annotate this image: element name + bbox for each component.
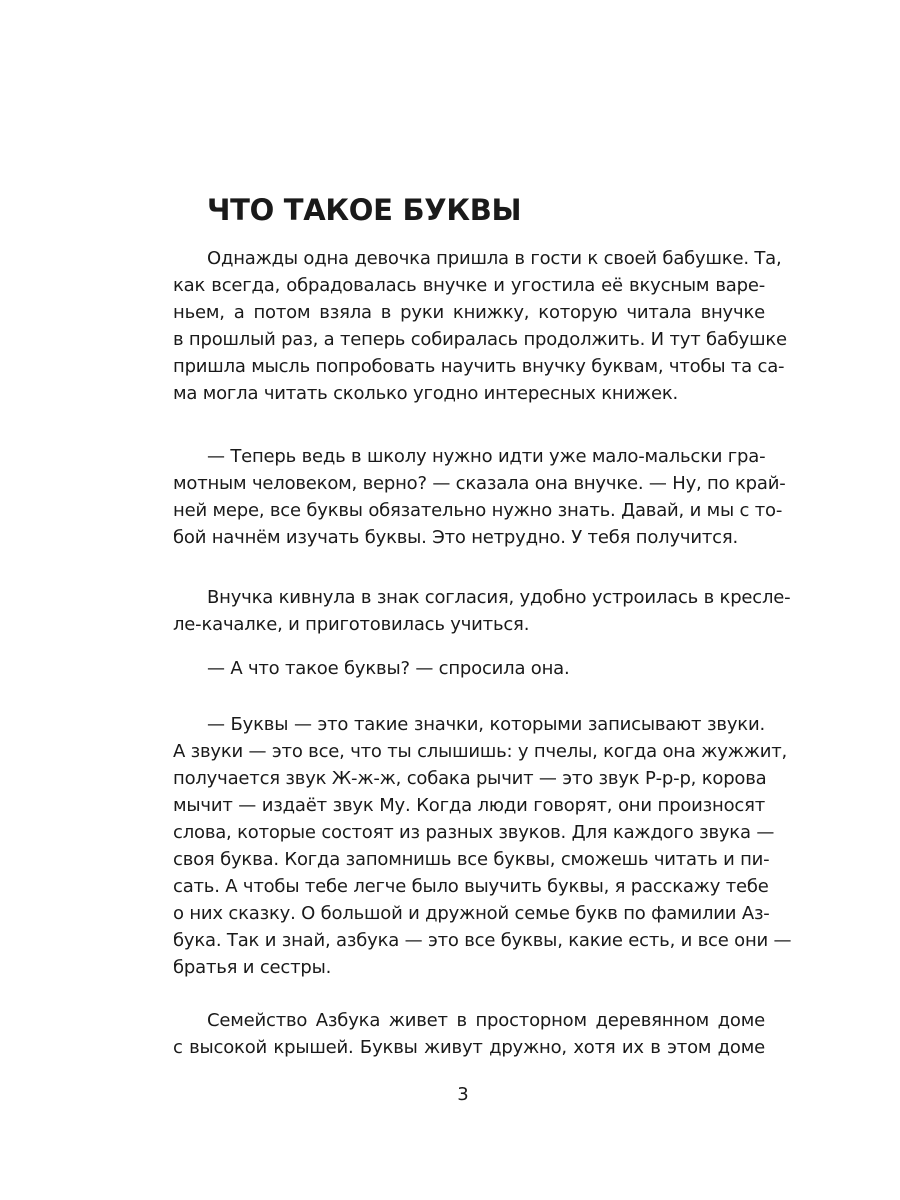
chapter-title: ЧТО ТАКОЕ БУКВЫ — [207, 193, 522, 227]
paragraph — [173, 711, 792, 981]
text-line: — А что такое буквы? — спросила она. — [207, 658, 570, 679]
text-line: Семейство Азбука живет в просторном деревянном доме — [207, 1010, 765, 1031]
text-line: слова, которые состоят из разных звуков. Для каждого звука — — [173, 822, 775, 843]
text-line: ле-качалке, и приготовилась учиться. — [173, 614, 530, 635]
text-line: получается звук Ж-ж-ж, собака рычит — это звук Р-р-р, корова — [173, 768, 767, 789]
text-line: мотным человеком, верно? — сказала она внучке. — Ну, по край- — [173, 473, 786, 494]
paragraph — [173, 245, 787, 407]
text-line: Однажды одна девочка пришла в гости к своей бабушке. Та, — [207, 248, 782, 269]
text-line: мычит — издаёт звук Му. Когда люди говорят, они произносят — [173, 795, 765, 816]
text-line: братья и сестры. — [173, 957, 332, 978]
text-line: своя буква. Когда запомнишь все буквы, сможешь читать и пи- — [173, 849, 770, 870]
text-line: — Теперь ведь в школу нужно идти уже мало-мальски гра- — [207, 446, 766, 467]
text-line: Внучка кивнула в знак согласия, удобно устроилась в кресле- — [207, 587, 791, 608]
text-line: с высокой крышей. Буквы живут дружно, хотя их в этом доме — [173, 1037, 765, 1058]
text-line: пришла мысль попробовать научить внучку буквам, чтобы та са- — [173, 356, 785, 377]
text-line: в прошлый раз, а теперь собиралась продолжить. И тут бабушке — [173, 329, 787, 350]
text-line: ма могла читать сколько угодно интересных книжек. — [173, 383, 679, 404]
text-line: А звуки — это все, что ты слышишь: у пчелы, когда она жужжит, — [173, 741, 788, 762]
paragraph — [173, 584, 791, 638]
text-line: ней мере, все буквы обязательно нужно знать. Давай, и мы с то- — [173, 500, 783, 521]
paragraph — [173, 1007, 765, 1061]
page-number: 3 — [457, 1084, 469, 1105]
text-line: как всегда, обрадовалась внучке и угостила её вкусным варе- — [173, 275, 765, 296]
paragraph — [173, 655, 765, 682]
text-line: сать. А чтобы тебе легче было выучить буквы, я расскажу тебе — [173, 876, 769, 897]
text-line: бука. Так и знай, азбука — это все буквы, какие есть, и все они — — [173, 930, 792, 951]
text-line: бой начнём изучать буквы. Это нетрудно. У тебя получится. — [173, 527, 738, 548]
text-line: о них сказку. О большой и дружной семье букв по фамилии Аз- — [173, 903, 770, 924]
text-line: ньем, а потом взяла в руки книжку, которую читала внучке — [173, 302, 765, 323]
text-line: — Буквы — это такие значки, которыми записывают звуки. — [207, 714, 765, 735]
paragraph — [173, 443, 786, 551]
